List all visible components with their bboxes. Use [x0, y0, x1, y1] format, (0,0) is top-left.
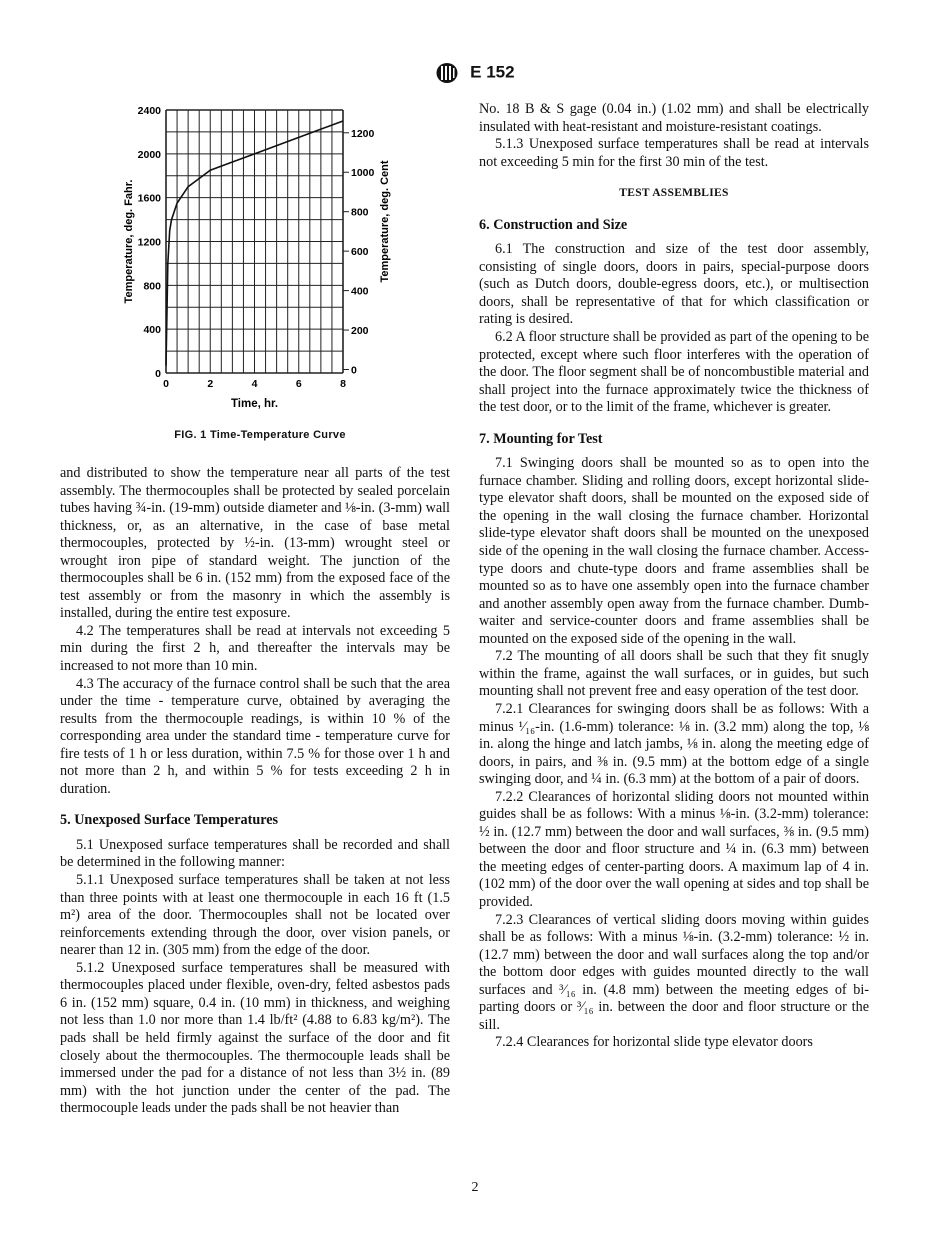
standard-number: E 152 — [470, 62, 515, 82]
paragraph-5-1: 5.1 Unexposed surface temperatures shall be recorded and shall be determined in the following manner: — [60, 836, 450, 871]
paragraph-6-2: 6.2 A floor structure shall be provided as part of the opening to be protected, except where such floor interferes with the operation of the door. The floor segment shall be of noncombustible material and shall project into the furnace approximately twice the thickness of the test door, or to the limit of the frame, whichever is greater. — [479, 329, 869, 416]
paragraph-7-2-4: 7.2.4 Clearances for horizontal slide type elevator doors — [495, 1034, 813, 1051]
x-tick-label: 4 — [251, 378, 258, 390]
y-tick-label-fahr: 2400 — [137, 105, 161, 117]
paragraph-7-2-2: 7.2.2 Clearances of horizontal sliding doors not mounted within guides shall be as follows: With a minus ⅛-in. (3.2-mm) tolerance: ½ in. (12.7 mm) between the door and wall surfaces, ⅜ in. (9.5 mm) between the door and floor structure and ¼ in. (6.3 mm) between the meeting edges of center-parting doors. A maximum lap of 4 in. (102 mm) of the door over the wall opening at sides and top shall be provided. — [479, 788, 869, 910]
page-number: 2 — [471, 1180, 479, 1195]
paragraph-7-2: 7.2 The mounting of all doors shall be such that they fit snugly within the frame, against the wall surfaces, or in guides, but such mounting shall not prevent free and easy operation of the test door. — [479, 648, 869, 700]
figure-caption: FIG. 1 Time-Temperature Curve — [174, 429, 346, 441]
y-tick-label-fahr: 0 — [155, 368, 161, 380]
section-heading-5: 5. Unexposed Surface Temperatures — [60, 812, 279, 829]
paragraph-7-1: 7.1 Swinging doors shall be mounted so as to open into the furnace chamber. Sliding and rolling doors, except horizontal slide-type elevator shaft doors, shall be mounted on the exposed side of the opening in the wall closing the furnace chamber. Horizontal slide-type elevator shaft doors shall be mounted on the unexposed side of the opening in the wall closing the furnace chamber. Access-type doors and chute-type doors and frame assemblies shall be mounted so as to have one assembly open into the furnace chamber and another assembly open away from the furnace chamber. Dumb-waiter and service-counter doors and frame assemblies shall be mounted on the exposed side of the opening in the wall. — [479, 455, 869, 647]
y-axis-label: Temperature, deg. Fahr. — [123, 179, 135, 304]
page-header — [0, 62, 950, 84]
right-column — [479, 101, 869, 1052]
y2-tick-label-cent: 600 — [351, 246, 369, 259]
paragraph-6-1: 6.1 The construction and size of the test door assembly, consisting of single doors, doors in pairs, special-purpose doors (such as Dutch doors, double-egress doors, etc.), or multisection doors, shall be representative of that for which classification or rating is desired. — [479, 241, 869, 328]
y2-tick-label-cent: 200 — [351, 325, 369, 338]
y-tick-label-fahr: 2000 — [137, 148, 161, 161]
paragraph-4-1-cont: and distributed to show the temperature near all parts of the test assembly. The thermocouples shall be protected by sealed porcelain tubes having ¾-in. (19-mm) outside diameter and ⅛-in. (3-mm) wall thickness, or, as an alternative, in the case of base metal thermocouples, protected by ½-in. (13-mm) wrought steel or wrought iron pipe of standard weight. The junction of the thermocouples shall be 6 in. (152 mm) from the exposed face of the test assembly or from the masonry in which the assembly is installed, during the entire test exposure. — [60, 465, 450, 622]
y-tick-label-fahr: 1200 — [137, 236, 161, 249]
y-tick-label-fahr: 1600 — [137, 192, 161, 205]
x-axis-label: Time, hr. — [230, 398, 279, 410]
paragraph-7-2-3: 7.2.3 Clearances of vertical sliding doors moving within guides shall be as follows: With a minus ⅛-in. (3.2-mm) tolerance: ½ in. (12.7 mm) between the door and wall surfaces along the top and/or the bottom door edges with guides mounted directly to the wall surfaces and ³⁄₁₆ in. (4.8 mm) between the meeting edges of bi-parting doors or ³⁄₁₆ in. between the door and floor structure or the sill. — [479, 911, 869, 1033]
paragraph-5-1-1: 5.1.1 Unexposed surface temperatures shall be taken at not less than three points with at least one thermocouple in each 16 ft (1.5 m²) area of the door. Thermocouples shall not be located over reinforcements extending through the door, over vision panels, or nearer than 12 in. (305 mm) from the edge of the door. — [60, 872, 450, 959]
section-heading-6: 6. Construction and Size — [479, 216, 628, 233]
paragraph-5-1-2: 5.1.2 Unexposed surface temperatures shall be measured with thermocouples placed under flexible, oven-dry, felted asbestos pads 6 in. (152 mm) square, 0.4 in. (10 mm) in thickness, and weighing not less than 1.0 nor more than 1.4 lb/ft² (4.88 to 6.83 kg/m²). The pads shall be held firmly against the surface of the door and fit closely about the thermocouples. The thermocouple leads shall be immersed under the pad for a distance of not less than 3½ in. (89 mm) with the hot junction under the center of the pad. The thermocouple leads under the pads shall be not heavier than — [60, 959, 450, 1117]
paragraph-5-1-3: 5.1.3 Unexposed surface temperatures shall be read at intervals not exceeding 5 min for the first 30 min of the test. — [479, 136, 869, 170]
astm-logo-icon — [435, 62, 459, 84]
y2-tick-label-cent: 400 — [351, 285, 369, 298]
y-tick-label-fahr: 400 — [143, 324, 161, 337]
paragraph-4-2: 4.2 The temperatures shall be read at intervals not exceeding 5 min during the first 2 h, and thereafter the intervals may be increased to not more than 10 min. — [60, 622, 450, 675]
paragraph-5-1-2-cont: No. 18 B & S gage (0.04 in.) (1.02 mm) and shall be electrically insulated with heat-resistant and moisture-resistant coatings. — [479, 101, 869, 135]
y2-tick-label-cent: 0 — [351, 364, 357, 377]
left-column — [60, 465, 450, 1118]
paragraph-7-2-1: 7.2.1 Clearances for swinging doors shall be as follows: With a minus ¹⁄₁₆-in. (1.6-mm) tolerance: ⅛ in. (3.2 mm) along the top, ⅛ in. along the hinge and latch jambs, ⅛ in. along the meeting edge of doors, in pairs, and ⅜ in. (9.5 mm) at the bottom edge of a single swinging door, and ¼ in. (6.3 mm) at the bottom of a pair of doors. — [479, 700, 869, 788]
y2-tick-label-cent: 1000 — [351, 167, 375, 180]
x-tick-label: 2 — [207, 378, 214, 390]
y2-tick-label-cent: 800 — [351, 206, 369, 219]
time-temperature-chart — [60, 96, 460, 426]
y2-tick-label-cent: 1200 — [351, 127, 375, 140]
y-tick-label-fahr: 800 — [143, 280, 161, 293]
x-tick-label: 0 — [163, 378, 169, 390]
paragraph-4-3: 4.3 The accuracy of the furnace control shall be such that the area under the time - temperature curve, obtained by averaging the results from the thermocouple readings, is within 10 % of the corresponding area under the standard time - temperature curve for fire tests of 1 h or less duration, within 7.5 % for those over 1 h and not more than 2 h, and within 5 % for tests exceeding 2 h in duration. — [60, 675, 450, 797]
x-tick-label: 8 — [340, 378, 346, 390]
x-tick-label: 6 — [295, 378, 302, 390]
y2-axis-label: Temperature, deg. Cent — [379, 160, 391, 283]
heading-test-assemblies: TEST ASSEMBLIES — [619, 187, 729, 200]
figure-time-temperature — [60, 96, 460, 456]
section-heading-7: 7. Mounting for Test — [479, 430, 603, 447]
